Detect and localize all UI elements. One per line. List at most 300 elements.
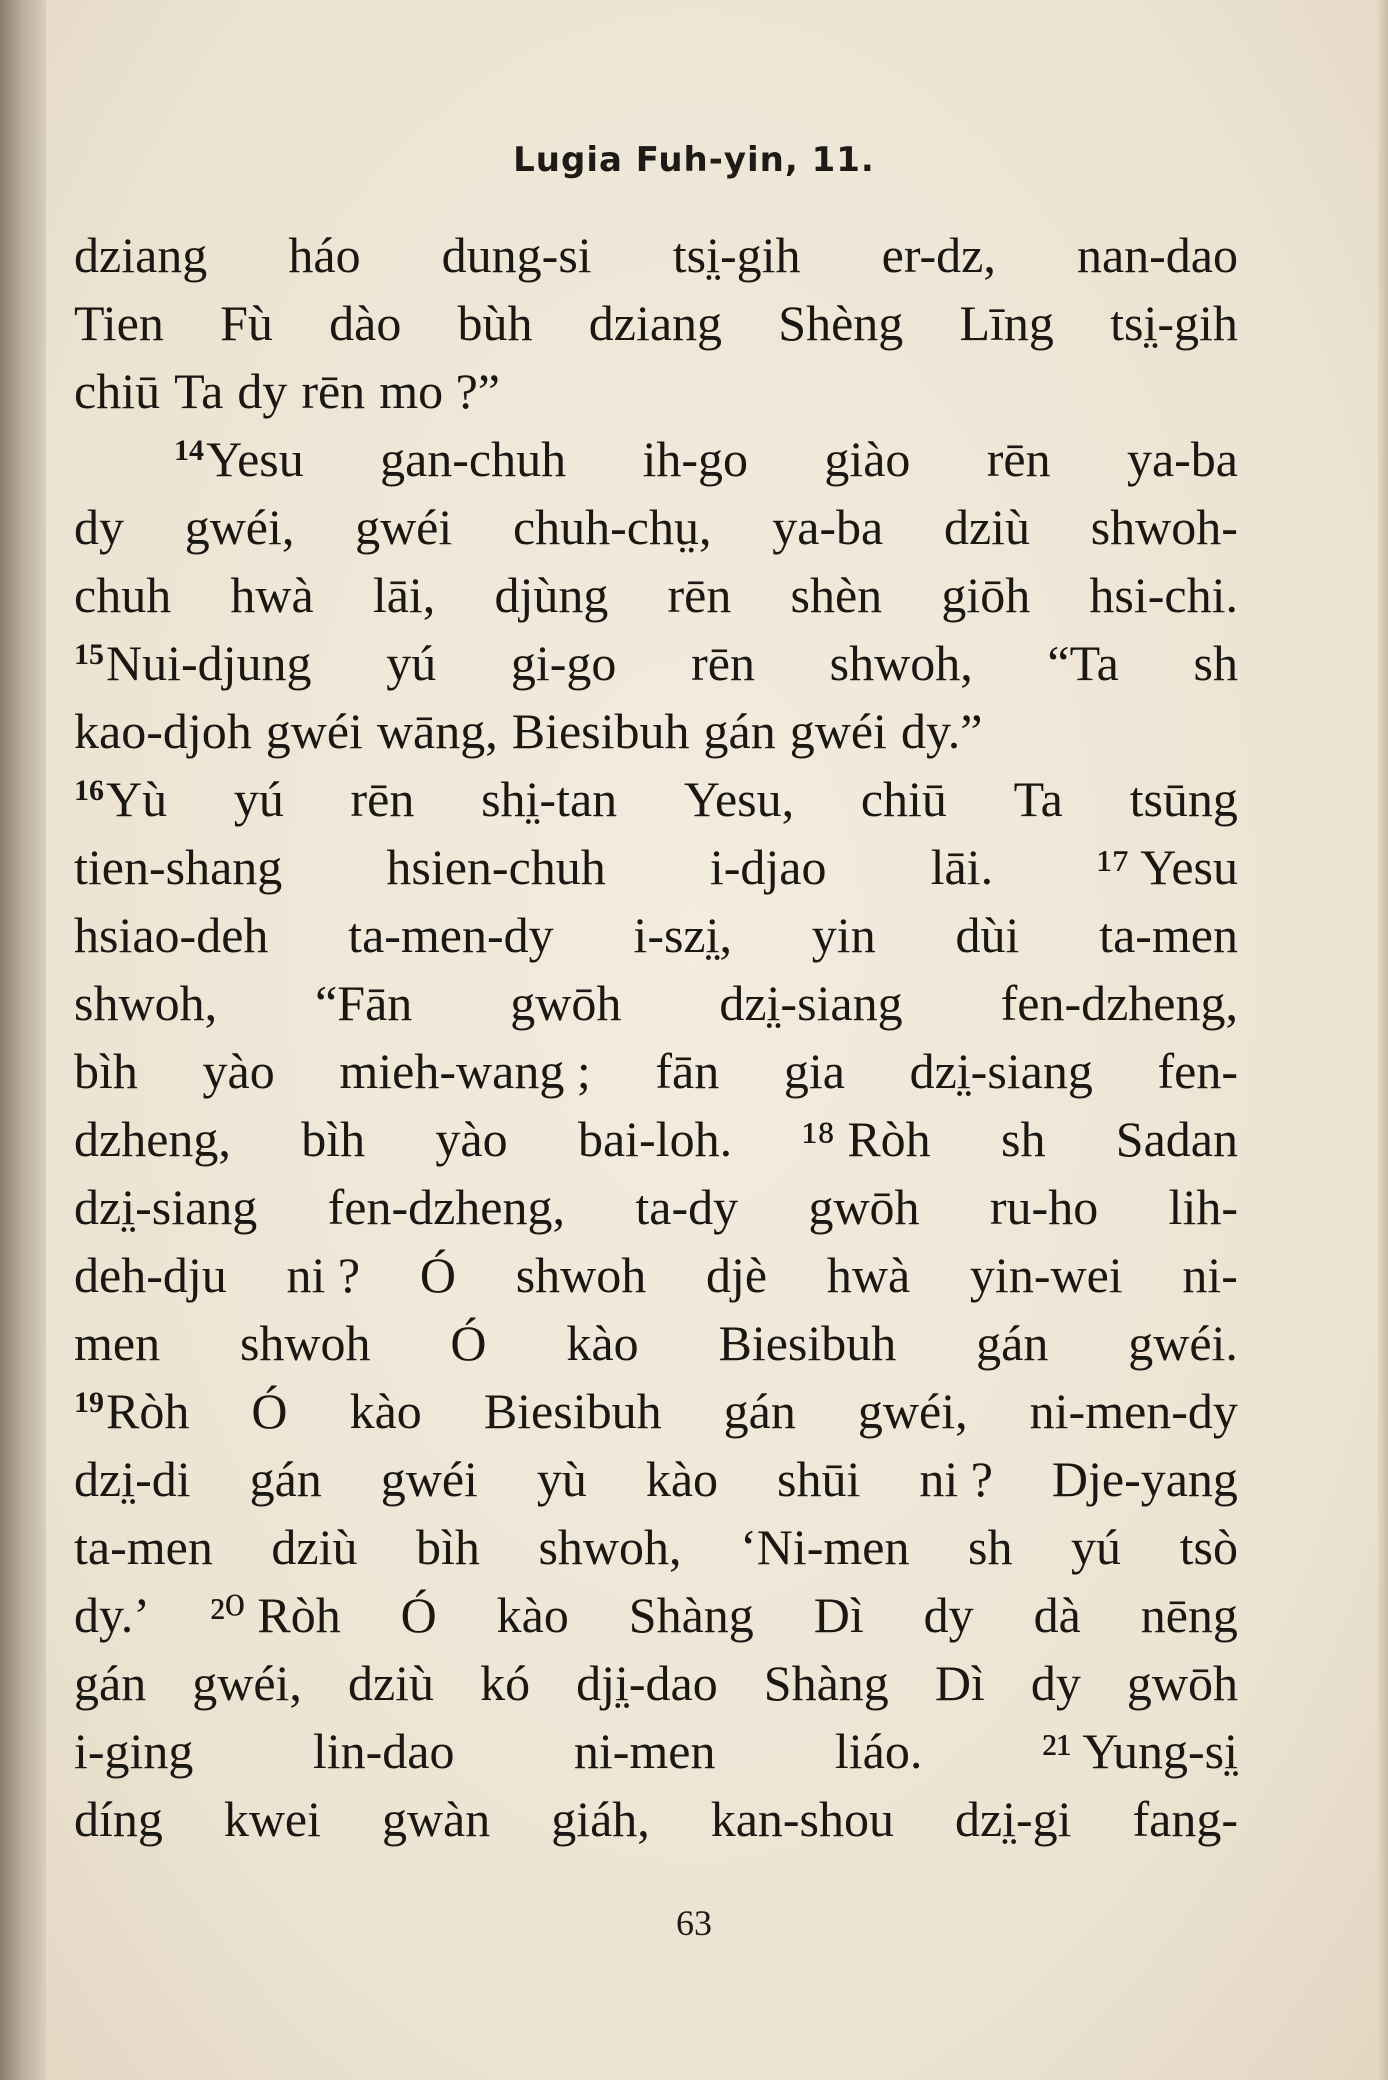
word-text: er-dz, <box>881 227 996 283</box>
word-text: “Fān <box>315 975 413 1031</box>
word-text: ta-men <box>74 1519 213 1575</box>
word <box>210 1586 341 1644</box>
word <box>382 1790 490 1848</box>
word <box>802 1110 930 1168</box>
word-text: bìh <box>416 1519 480 1575</box>
word <box>203 1042 275 1100</box>
word <box>772 498 883 556</box>
word <box>74 974 217 1032</box>
word-text: shwoh, <box>74 975 218 1031</box>
word-text: gan-chuh <box>380 431 567 487</box>
word <box>74 1790 163 1848</box>
word <box>955 906 1019 964</box>
word-text: nan-dao <box>1076 227 1238 283</box>
word-text: shwoh <box>239 1315 371 1371</box>
word <box>764 1654 889 1712</box>
text-line <box>74 1518 1238 1586</box>
word-text: bìh <box>74 1043 138 1099</box>
word-text: ni-men <box>573 1723 716 1779</box>
word <box>497 1586 569 1644</box>
word <box>791 566 883 624</box>
word <box>633 906 732 964</box>
word-text: tsi̤-gih <box>1110 295 1238 351</box>
word <box>684 770 794 828</box>
word-text: Ròh <box>106 1383 190 1439</box>
page-edge <box>1378 0 1388 2080</box>
word <box>74 1382 189 1440</box>
word-text: men <box>74 1315 161 1371</box>
text-line <box>74 566 1238 634</box>
word-text: lāi. <box>930 839 994 895</box>
text-line <box>74 1178 1238 1246</box>
word-text: yú <box>386 635 437 691</box>
word-text: Ta <box>1013 771 1063 827</box>
word-text: dziang <box>588 295 723 351</box>
word-text: Līng <box>959 295 1054 351</box>
word <box>691 634 755 692</box>
word-text: fān <box>655 1043 720 1099</box>
word-text: Ó <box>251 1383 288 1439</box>
word <box>1116 1110 1238 1168</box>
word-text: hsien-chuh <box>386 839 606 895</box>
word-text: shwoh, <box>829 635 973 691</box>
word <box>990 1178 1098 1236</box>
word-text: kào <box>349 1383 422 1439</box>
word <box>1127 1654 1238 1712</box>
word <box>935 1654 985 1712</box>
word-text: hwà <box>230 567 314 623</box>
word <box>724 1382 796 1440</box>
word-text: dy.’ <box>74 1587 150 1643</box>
word-text: bùh <box>457 295 533 351</box>
word-text: liáo. <box>834 1723 923 1779</box>
word <box>835 1722 922 1780</box>
word-text: sh <box>1193 635 1238 691</box>
word <box>74 770 167 828</box>
page-binding-shadow <box>0 0 46 2080</box>
word <box>718 1314 896 1372</box>
word-text: Shèng <box>778 295 904 351</box>
word <box>328 1178 565 1236</box>
word-text: dziù <box>347 1655 435 1711</box>
word-text: gwéi <box>355 499 453 555</box>
word <box>74 702 252 760</box>
word <box>538 1518 681 1576</box>
word <box>234 770 284 828</box>
word-text: wāng, <box>376 703 498 759</box>
word <box>74 1654 146 1712</box>
text-line <box>74 838 1238 906</box>
word <box>237 362 287 420</box>
word-text: rēn <box>301 363 366 419</box>
word <box>74 362 160 420</box>
word-text: ²¹ Yung-si̤ <box>1041 1723 1238 1779</box>
text-line <box>74 1586 1238 1654</box>
page-number: 63 <box>676 1903 712 1943</box>
word-text: dzi̤-siang <box>909 1043 1093 1099</box>
word-text: rēn <box>986 431 1051 487</box>
word <box>1099 906 1238 964</box>
word <box>830 634 973 692</box>
word-text: gán <box>723 1383 796 1439</box>
word <box>1014 770 1063 828</box>
word-text: kan-shou <box>710 1791 895 1847</box>
word-text: mieh-wang ; <box>339 1043 591 1099</box>
body-text <box>74 226 1238 1858</box>
word-text: yú <box>233 771 284 827</box>
word-text: Yesu, <box>683 771 795 827</box>
word <box>250 1450 322 1508</box>
word-text: bai-loh. <box>577 1111 733 1167</box>
word-text: ²⁰ Ròh <box>209 1587 341 1643</box>
word-text: dzi̤-gi <box>954 1791 1072 1847</box>
word-text: gia <box>783 1043 845 1099</box>
word-text: chuh <box>74 567 172 623</box>
word <box>74 498 124 556</box>
word <box>230 566 313 624</box>
verse-number: 19 <box>74 1385 104 1419</box>
word <box>74 1722 193 1780</box>
word <box>313 1722 455 1780</box>
word-text: yin <box>811 907 876 963</box>
word-text: fen- <box>1157 1043 1238 1099</box>
word-text: Ta <box>174 363 224 419</box>
word <box>944 498 1030 556</box>
word <box>589 294 722 352</box>
word <box>1089 566 1238 624</box>
word <box>74 1110 231 1168</box>
word <box>955 1790 1072 1848</box>
word <box>1034 1586 1081 1644</box>
word-text: ni ? <box>286 1247 361 1303</box>
word-text: shwoh- <box>1090 499 1238 555</box>
word-text: fen-dzheng, <box>327 1179 566 1235</box>
word <box>339 1042 590 1100</box>
word <box>824 430 910 488</box>
word <box>348 906 553 964</box>
text-line <box>74 362 1238 430</box>
word-text: lih- <box>1168 1179 1238 1235</box>
word-text: chuh-chṳ, <box>512 499 712 555</box>
word <box>1071 1518 1121 1576</box>
word <box>192 1654 302 1712</box>
word-text: djè <box>706 1247 768 1303</box>
word-text: gwéi, <box>184 499 295 555</box>
verse-number: 14 <box>174 433 204 467</box>
word-text: gán <box>249 1451 322 1507</box>
word <box>777 1450 860 1508</box>
word-text: Sadan <box>1115 1111 1238 1167</box>
word-text: dà <box>1033 1587 1081 1643</box>
word-text: Yù <box>106 771 168 827</box>
word-text: Nui-djung <box>106 635 312 691</box>
word-text: yào <box>202 1043 275 1099</box>
word <box>710 838 827 896</box>
word <box>924 1586 974 1644</box>
word <box>355 498 452 556</box>
word <box>1047 634 1118 692</box>
word <box>174 362 223 420</box>
word <box>458 294 533 352</box>
word <box>1042 1722 1238 1780</box>
word-text: kó <box>480 1655 531 1711</box>
word-text: dzi̤-siang <box>74 1179 258 1235</box>
word-text: ih-go <box>642 431 749 487</box>
word-text: ta-dy <box>635 1179 739 1235</box>
word-text: “Ta <box>1047 635 1119 691</box>
word <box>494 566 608 624</box>
word <box>706 1246 767 1304</box>
word <box>224 1790 321 1848</box>
text-line <box>74 1382 1238 1450</box>
word-text: gán <box>976 1315 1049 1371</box>
word-text: yú <box>1071 1519 1122 1575</box>
word <box>574 1722 716 1780</box>
word <box>1158 1042 1239 1100</box>
word-text: Ó <box>450 1315 487 1371</box>
word <box>655 1042 719 1100</box>
word-text: Dì <box>813 1587 864 1643</box>
word-text: Ó <box>419 1247 456 1303</box>
text-line <box>74 702 1238 770</box>
word-text: dji̤-dao <box>576 1655 718 1711</box>
word-text: dùi <box>955 907 1020 963</box>
word-text: díng <box>74 1791 163 1847</box>
word <box>74 294 164 352</box>
word-text: rēn <box>350 771 415 827</box>
word-text: ru-ho <box>989 1179 1099 1235</box>
word <box>668 566 732 624</box>
word-text: gán <box>703 703 776 759</box>
text-line <box>74 634 1238 702</box>
word <box>959 294 1053 352</box>
word-text: djùng <box>494 567 609 623</box>
word <box>379 362 500 420</box>
word-text: bìh <box>301 1111 366 1167</box>
word-text: kào <box>566 1315 639 1371</box>
word <box>74 838 282 896</box>
text-line <box>74 906 1238 974</box>
word <box>642 430 748 488</box>
word <box>719 974 902 1032</box>
word <box>220 294 273 352</box>
word <box>635 1178 738 1236</box>
word <box>814 1586 864 1644</box>
word <box>450 1314 486 1372</box>
word-text: shwoh <box>515 1247 647 1303</box>
word-text: chiū <box>860 771 947 827</box>
word <box>484 1382 662 1440</box>
word <box>1110 294 1238 352</box>
word <box>435 1110 507 1168</box>
word <box>566 1314 638 1372</box>
word-text: ni ? <box>919 1451 993 1507</box>
word-text: Dje-yang <box>1051 1451 1238 1507</box>
word <box>646 1450 718 1508</box>
word-text: ‘Ni-men <box>740 1519 910 1575</box>
word-text: gwéi <box>265 703 363 759</box>
word-text: dung-si <box>441 227 592 283</box>
word <box>74 1042 138 1100</box>
word-text: Shàng <box>763 1655 889 1711</box>
word-text: háo <box>288 227 361 283</box>
word <box>74 566 171 624</box>
word-text: Biesibuh <box>483 1383 662 1439</box>
word <box>516 1246 647 1304</box>
word <box>704 702 776 760</box>
word-text: rēn <box>691 635 755 691</box>
word-text: Tien <box>74 295 164 351</box>
word <box>74 906 268 964</box>
word <box>858 1382 968 1440</box>
word-text: dào <box>329 295 402 351</box>
word-text: dy <box>1030 1655 1081 1711</box>
word-text: ta-men-dy <box>348 907 554 963</box>
text-line <box>74 1042 1238 1110</box>
word <box>1130 770 1238 828</box>
word <box>740 1518 909 1576</box>
word-text: deh-dju <box>74 1247 227 1303</box>
word-text: ya-ba <box>772 499 884 555</box>
word-text: shūi <box>777 1451 861 1507</box>
word <box>1077 226 1238 284</box>
word <box>673 226 801 284</box>
word-text: shèn <box>790 567 883 623</box>
text-line <box>74 430 1238 498</box>
word <box>1097 838 1238 896</box>
word-text: giáh, <box>551 1791 650 1847</box>
text-line <box>74 226 1238 294</box>
word-text: chiū <box>74 363 161 419</box>
word-text: lāi, <box>372 567 436 623</box>
word <box>350 1382 422 1440</box>
word <box>1133 1790 1239 1848</box>
word <box>1180 1518 1238 1576</box>
word-text: gwōh <box>510 975 622 1031</box>
word <box>901 702 982 760</box>
word-text: gwéi. <box>1128 1315 1238 1371</box>
word-text: gwōh <box>1126 1655 1238 1711</box>
word <box>511 634 617 692</box>
word <box>808 1178 919 1236</box>
word-text: dzi̤-siang <box>719 975 903 1031</box>
text-line <box>74 1450 1238 1518</box>
text-line <box>74 1110 1238 1178</box>
word-text: i-szi̤, <box>633 907 733 963</box>
word <box>74 634 312 692</box>
word-text: giào <box>824 431 911 487</box>
text-line <box>74 1246 1238 1314</box>
word <box>1182 1246 1238 1304</box>
word <box>987 430 1051 488</box>
word <box>1052 1450 1238 1508</box>
word <box>348 1654 434 1712</box>
word <box>1001 974 1238 1032</box>
word-text: yù <box>536 1451 587 1507</box>
word-text: dziù <box>943 499 1031 555</box>
word <box>401 1586 437 1644</box>
text-line <box>74 1654 1238 1722</box>
word-text: nēng <box>1140 1587 1238 1643</box>
word <box>271 1518 357 1576</box>
word-text: gán <box>74 1655 147 1711</box>
word <box>812 906 876 964</box>
word <box>629 1586 754 1644</box>
word <box>1128 1314 1238 1372</box>
word <box>512 702 690 760</box>
word <box>510 974 621 1032</box>
text-line <box>74 1790 1238 1858</box>
word-text: ta-men <box>1099 907 1238 963</box>
word-text: kwei <box>223 1791 322 1847</box>
word-text: tsò <box>1179 1519 1238 1575</box>
word <box>386 634 436 692</box>
word-text: tsūng <box>1129 771 1238 827</box>
word <box>373 566 435 624</box>
word-text: fang- <box>1132 1791 1238 1847</box>
word-text: Yesu <box>206 431 304 487</box>
word-text: kào <box>496 1587 569 1643</box>
word <box>784 1042 845 1100</box>
word <box>74 1450 191 1508</box>
word <box>251 1382 287 1440</box>
word-text: gwōh <box>808 1179 920 1235</box>
word <box>827 1246 910 1304</box>
word-text: gwéi <box>789 703 887 759</box>
word <box>442 226 592 284</box>
word-text: hwà <box>826 1247 911 1303</box>
word <box>380 430 566 488</box>
word-text: i-djao <box>709 839 827 895</box>
word <box>910 1042 1093 1100</box>
word <box>288 226 360 284</box>
word <box>576 1654 718 1712</box>
word <box>941 566 1030 624</box>
word-text: Fù <box>220 295 273 351</box>
word <box>1169 1178 1238 1236</box>
text-line <box>74 294 1238 362</box>
word <box>481 770 617 828</box>
word-text: giōh <box>941 567 1031 623</box>
word <box>329 294 401 352</box>
word <box>174 430 304 488</box>
word-text: gwéi, <box>857 1383 968 1439</box>
word <box>970 1246 1123 1304</box>
text-line <box>74 1722 1238 1790</box>
text-line <box>74 974 1238 1042</box>
word <box>377 702 498 760</box>
word-text: rēn <box>667 567 732 623</box>
word <box>74 1246 227 1304</box>
word-text: sh <box>1000 1111 1046 1167</box>
word-text: tien-shang <box>74 839 283 895</box>
word-text: dy <box>923 1587 974 1643</box>
verse-number: 15 <box>74 637 104 671</box>
word-text: ya-ba <box>1126 431 1238 487</box>
word-text: Shàng <box>628 1587 754 1643</box>
word <box>301 1110 365 1168</box>
word <box>74 1518 213 1576</box>
word-text: gwàn <box>381 1791 491 1847</box>
word-text: tsi̤-gih <box>672 227 801 283</box>
text-line <box>74 1314 1238 1382</box>
word <box>968 1518 1012 1576</box>
word-text: lin-dao <box>312 1723 455 1779</box>
word-text: i-ging <box>74 1723 194 1779</box>
word <box>286 1246 360 1304</box>
word-text: Biesibuh <box>718 1315 897 1371</box>
word <box>513 498 712 556</box>
